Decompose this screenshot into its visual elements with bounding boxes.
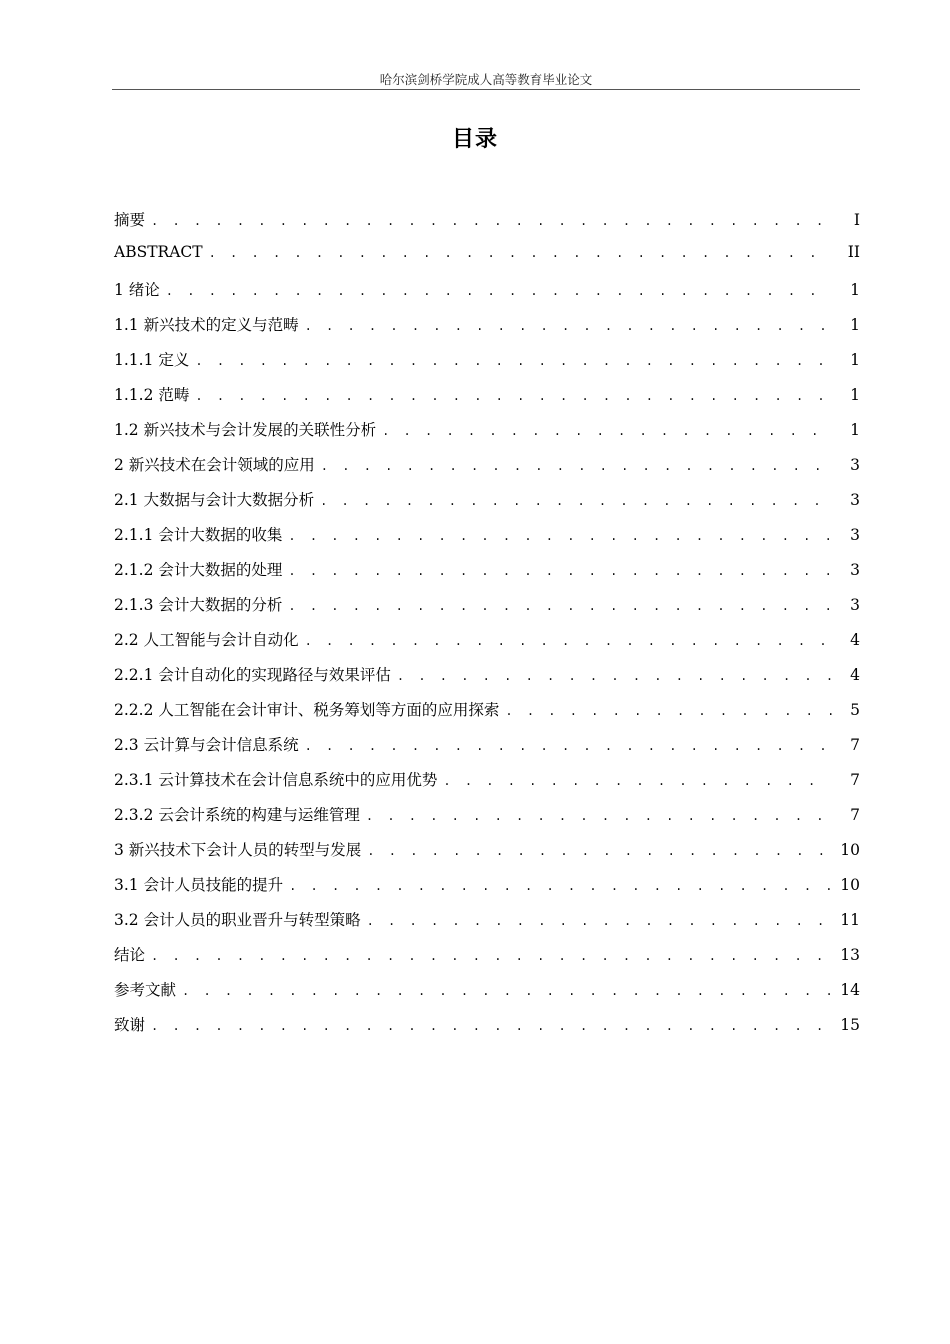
- toc-entry-page: 13: [840, 946, 860, 964]
- toc-entry-page: 10: [840, 876, 860, 894]
- toc-entry-page: 3: [850, 561, 860, 579]
- toc-entry-page: 15: [840, 1016, 860, 1034]
- toc-entry-2-2[interactable]: [114, 628, 860, 663]
- toc-entry-page: 4: [850, 666, 860, 684]
- table-of-contents: [114, 208, 860, 1048]
- toc-entry-1-1-2[interactable]: [114, 383, 860, 418]
- toc-entry-page: 7: [850, 771, 860, 789]
- toc-entry-conclusion[interactable]: [114, 943, 860, 978]
- toc-entry-label: 2.3.2 云会计系统的构建与运维管理: [114, 806, 360, 824]
- toc-entry-label: 2.2.2 人工智能在会计审计、税务筹划等方面的应用探索: [114, 701, 500, 719]
- toc-entry-label: 2.1.3 会计大数据的分析: [114, 596, 283, 614]
- toc-leader-dots: [397, 669, 832, 683]
- toc-leader-dots: [443, 774, 832, 788]
- toc-leader-dots: [305, 634, 832, 648]
- toc-leader-dots: [367, 844, 832, 858]
- toc-entry-label: 2.3 云计算与会计信息系统: [114, 736, 299, 754]
- toc-leader-dots: [305, 319, 832, 333]
- toc-entry-page: 5: [850, 701, 860, 719]
- toc-entry-label: 1 绪论: [114, 281, 160, 299]
- page-header: 哈尔滨剑桥学院成人高等教育毕业论文: [379, 72, 593, 87]
- toc-entry-page: 1: [850, 351, 860, 369]
- toc-entry-page: 1: [850, 281, 860, 299]
- toc-entry-1[interactable]: [114, 278, 860, 313]
- toc-entry-label: 3.1 会计人员技能的提升: [114, 876, 284, 894]
- toc-leader-dots: [321, 459, 832, 473]
- toc-entry-2-1-1[interactable]: [114, 523, 860, 558]
- toc-entry-label: 2 新兴技术在会计领域的应用: [114, 456, 315, 474]
- toc-leader-dots: [320, 494, 832, 508]
- toc-leader-dots: [288, 564, 832, 578]
- toc-entry-2-2-2[interactable]: [114, 698, 860, 733]
- toc-leader-dots: [288, 529, 832, 543]
- toc-entry-label: 2.3.1 云计算技术在会计信息系统中的应用优势: [114, 771, 438, 789]
- toc-entry-label: 参考文献: [114, 981, 177, 999]
- toc-entry-label: 1.1 新兴技术的定义与范畴: [114, 316, 299, 334]
- toc-entry-page: 11: [840, 911, 860, 929]
- toc-entry-page: 4: [850, 631, 860, 649]
- toc-leader-dots: [367, 914, 832, 928]
- toc-entry-2-3-2[interactable]: [114, 803, 860, 838]
- toc-leader-dots: [382, 424, 832, 438]
- toc-entry-label: 1.1.1 定义: [114, 351, 190, 369]
- toc-leader-dots: [195, 354, 832, 368]
- toc-entry-1-1-1[interactable]: [114, 348, 860, 383]
- toc-entry-3[interactable]: [114, 838, 860, 873]
- toc-entry-label: ABSTRACT: [114, 243, 203, 261]
- toc-leader-dots: [505, 704, 832, 718]
- toc-entry-3-1[interactable]: [114, 873, 860, 908]
- toc-leader-dots: [305, 739, 832, 753]
- toc-entry-2-1-3[interactable]: [114, 593, 860, 628]
- toc-entry-label: 结论: [114, 946, 146, 964]
- toc-entry-2-3-1[interactable]: [114, 768, 860, 803]
- toc-leader-dots: [182, 984, 832, 998]
- toc-entry-3-2[interactable]: [114, 908, 860, 943]
- toc-entry-label: 致谢: [114, 1016, 146, 1034]
- toc-entry-label: 1.1.2 范畴: [114, 386, 190, 404]
- toc-entry-page: 3: [850, 596, 860, 614]
- toc-leader-dots: [288, 599, 832, 613]
- toc-entry-label: 2.1 大数据与会计大数据分析: [114, 491, 315, 509]
- toc-entry-label: 3 新兴技术下会计人员的转型与发展: [114, 841, 362, 859]
- toc-entry-2-1[interactable]: [114, 488, 860, 523]
- toc-entry-label: 2.2 人工智能与会计自动化: [114, 631, 299, 649]
- toc-entry-page: 3: [850, 526, 860, 544]
- toc-entry-page: 14: [840, 981, 860, 999]
- toc-leader-dots: [195, 389, 832, 403]
- toc-entry-label: 3.2 会计人员的职业晋升与转型策略: [114, 911, 361, 929]
- toc-entry-references[interactable]: [114, 978, 860, 1013]
- toc-leader-dots: [209, 246, 832, 260]
- toc-entry-abstract-cn[interactable]: [114, 208, 860, 243]
- toc-entry-2-3[interactable]: [114, 733, 860, 768]
- toc-entry-label: 2.1.2 会计大数据的处理: [114, 561, 283, 579]
- toc-entry-label: 1.2 新兴技术与会计发展的关联性分析: [114, 421, 377, 439]
- toc-entry-abstract-en[interactable]: [114, 243, 860, 278]
- toc-entry-page: 3: [850, 491, 860, 509]
- toc-entry-1-2[interactable]: [114, 418, 860, 453]
- toc-leader-dots: [366, 809, 832, 823]
- toc-entry-2[interactable]: [114, 453, 860, 488]
- toc-entry-page: 7: [850, 736, 860, 754]
- toc-entry-label: 2.1.1 会计大数据的收集: [114, 526, 283, 544]
- header-divider: [112, 89, 860, 90]
- toc-entry-2-2-1[interactable]: [114, 663, 860, 698]
- toc-entry-page: 7: [850, 806, 860, 824]
- toc-entry-page: 10: [840, 841, 860, 859]
- toc-entry-label: 摘要: [114, 211, 146, 229]
- toc-entry-page: 1: [850, 421, 860, 439]
- page-title: 目录: [451, 127, 498, 152]
- toc-entry-1-1[interactable]: [114, 313, 860, 348]
- toc-leader-dots: [289, 879, 832, 893]
- toc-entry-page: 3: [850, 456, 860, 474]
- toc-entry-acknowledgements[interactable]: [114, 1013, 860, 1048]
- toc-entry-label: 2.2.1 会计自动化的实现路径与效果评估: [114, 666, 391, 684]
- toc-entry-2-1-2[interactable]: [114, 558, 860, 593]
- toc-leader-dots: [166, 284, 832, 298]
- toc-entry-page: I: [853, 211, 860, 229]
- toc-entry-page: 1: [850, 316, 860, 334]
- toc-entry-page: 1: [850, 386, 860, 404]
- toc-leader-dots: [151, 1019, 832, 1033]
- toc-leader-dots: [151, 214, 832, 228]
- toc-leader-dots: [151, 949, 832, 963]
- toc-entry-page: II: [847, 243, 860, 261]
